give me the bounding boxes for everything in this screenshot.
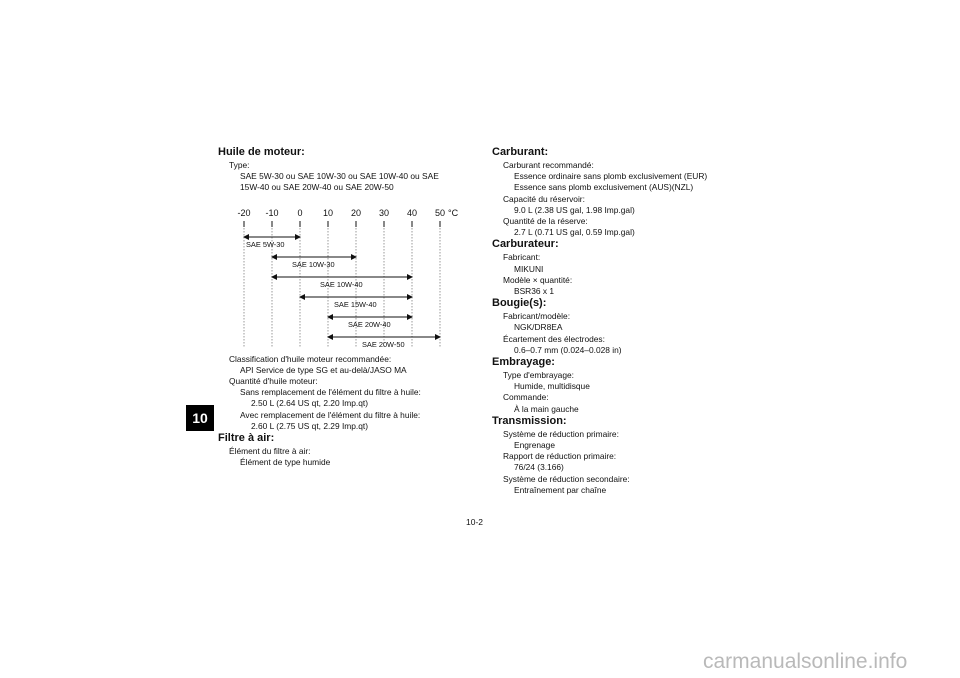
secondary-reduction-label: Système de réduction secondaire: bbox=[503, 473, 630, 484]
tick-label: 50 bbox=[434, 207, 446, 218]
fuel-capacity-label: Capacité du réservoir: bbox=[503, 193, 585, 204]
spark-plug-maker-label: Fabricant/modèle: bbox=[503, 311, 571, 322]
oil-viscosity-chart-svg bbox=[218, 200, 468, 350]
watermark: carmanualsonline.info bbox=[703, 650, 908, 673]
oil-type-label: Type: bbox=[229, 160, 250, 170]
without-filter-label: Sans remplacement de l'élément du filtre à huile: bbox=[240, 387, 421, 398]
air-filter-heading: Filtre à air: bbox=[218, 432, 275, 445]
tick-label: 10 bbox=[322, 207, 334, 218]
clutch-type-label: Type d'embrayage: bbox=[503, 370, 574, 381]
classification-label: Classification d'huile moteur recommandée: bbox=[229, 353, 392, 364]
fuel-recommended-aus: Essence sans plomb exclusivement (AUS)(NZL) bbox=[514, 182, 694, 193]
primary-reduction-value: Engrenage bbox=[514, 440, 555, 451]
clutch-heading: Embrayage: bbox=[492, 356, 555, 369]
oil-viscosity-chart bbox=[218, 200, 468, 350]
tick-label: 0 bbox=[297, 207, 303, 218]
tick-label: 20 bbox=[350, 207, 362, 218]
left-column bbox=[218, 146, 478, 468]
spark-plug-gap-label: Écartement des électrodes: bbox=[503, 333, 605, 344]
oil-quantity-label: Quantité d'huile moteur: bbox=[229, 376, 318, 387]
with-filter-label: Avec remplacement de l'élément du filtre à huile: bbox=[240, 409, 421, 420]
tick-label: 40 bbox=[406, 207, 418, 218]
clutch-control-value: À la main gauche bbox=[514, 403, 579, 414]
series-label: SAE 10W-40 bbox=[320, 279, 363, 289]
carburetor-model-value: BSR36 x 1 bbox=[514, 286, 555, 297]
chapter-tab: 10 bbox=[186, 405, 214, 431]
reduction-ratio-value: 76/24 (3.166) bbox=[514, 462, 564, 473]
spark-plug-heading: Bougie(s): bbox=[492, 297, 547, 310]
fuel-capacity-value: 9.0 L (2.38 US gal, 1.98 Imp.gal) bbox=[514, 204, 635, 215]
tick-label: -10 bbox=[265, 207, 279, 218]
oil-type-line-1: SAE 5W-30 ou SAE 10W-30 ou SAE 10W-40 ou SAE bbox=[240, 171, 439, 182]
engine-oil-heading: Huile de moteur: bbox=[218, 146, 305, 158]
reduction-ratio-label: Rapport de réduction primaire: bbox=[503, 451, 617, 462]
series-label: SAE 20W-50 bbox=[362, 339, 405, 349]
carburetor-model-label: Modèle × quantité: bbox=[503, 274, 573, 285]
with-filter-value: 2.60 L (2.75 US qt, 2.29 Imp.qt) bbox=[251, 420, 369, 431]
spark-plug-maker-value: NGK/DR8EA bbox=[514, 322, 563, 333]
transmission-heading: Transmission: bbox=[492, 414, 567, 427]
carburetor-maker-value: MIKUNI bbox=[514, 263, 544, 274]
fuel-heading: Carburant: bbox=[492, 146, 549, 158]
page-number: 10-2 bbox=[466, 517, 484, 527]
carburetor-heading: Carburateur: bbox=[492, 238, 559, 251]
air-filter-element-value: Élément de type humide bbox=[240, 457, 331, 468]
series-label: SAE 20W-40 bbox=[348, 319, 391, 329]
series-label: SAE 15W-40 bbox=[334, 299, 377, 309]
tick-label: -20 bbox=[237, 207, 251, 218]
fuel-recommended-eur: Essence ordinaire sans plomb exclusivement (EUR) bbox=[514, 171, 708, 182]
series-label: SAE 5W-30 bbox=[246, 239, 285, 249]
carburetor-maker-label: Fabricant: bbox=[503, 252, 541, 263]
primary-reduction-label: Système de réduction primaire: bbox=[503, 428, 619, 439]
clutch-control-label: Commande: bbox=[503, 392, 549, 403]
air-filter-element-label: Élément du filtre à air: bbox=[229, 446, 311, 457]
clutch-type-value: Humide, multidisque bbox=[514, 381, 590, 392]
classification-value: API Service de type SG et au-delà/JASO MA bbox=[240, 364, 407, 375]
unit-label: °C bbox=[448, 207, 459, 218]
right-column bbox=[492, 146, 752, 496]
fuel-recommended-label: Carburant recommandé: bbox=[503, 160, 594, 170]
series-label: SAE 10W-30 bbox=[292, 259, 335, 269]
without-filter-value: 2.50 L (2.64 US qt, 2.20 Imp.qt) bbox=[251, 398, 369, 409]
tick-label: 30 bbox=[378, 207, 390, 218]
fuel-reserve-value: 2.7 L (0.71 US gal, 0.59 Imp.gal) bbox=[514, 227, 635, 238]
secondary-reduction-value: Entraînement par chaîne bbox=[514, 484, 607, 495]
oil-type-line-2: 15W-40 ou SAE 20W-40 ou SAE 20W-50 bbox=[240, 182, 394, 193]
fuel-reserve-label: Quantité de la réserve: bbox=[503, 216, 588, 227]
spark-plug-gap-value: 0.6–0.7 mm (0.024–0.028 in) bbox=[514, 344, 622, 355]
